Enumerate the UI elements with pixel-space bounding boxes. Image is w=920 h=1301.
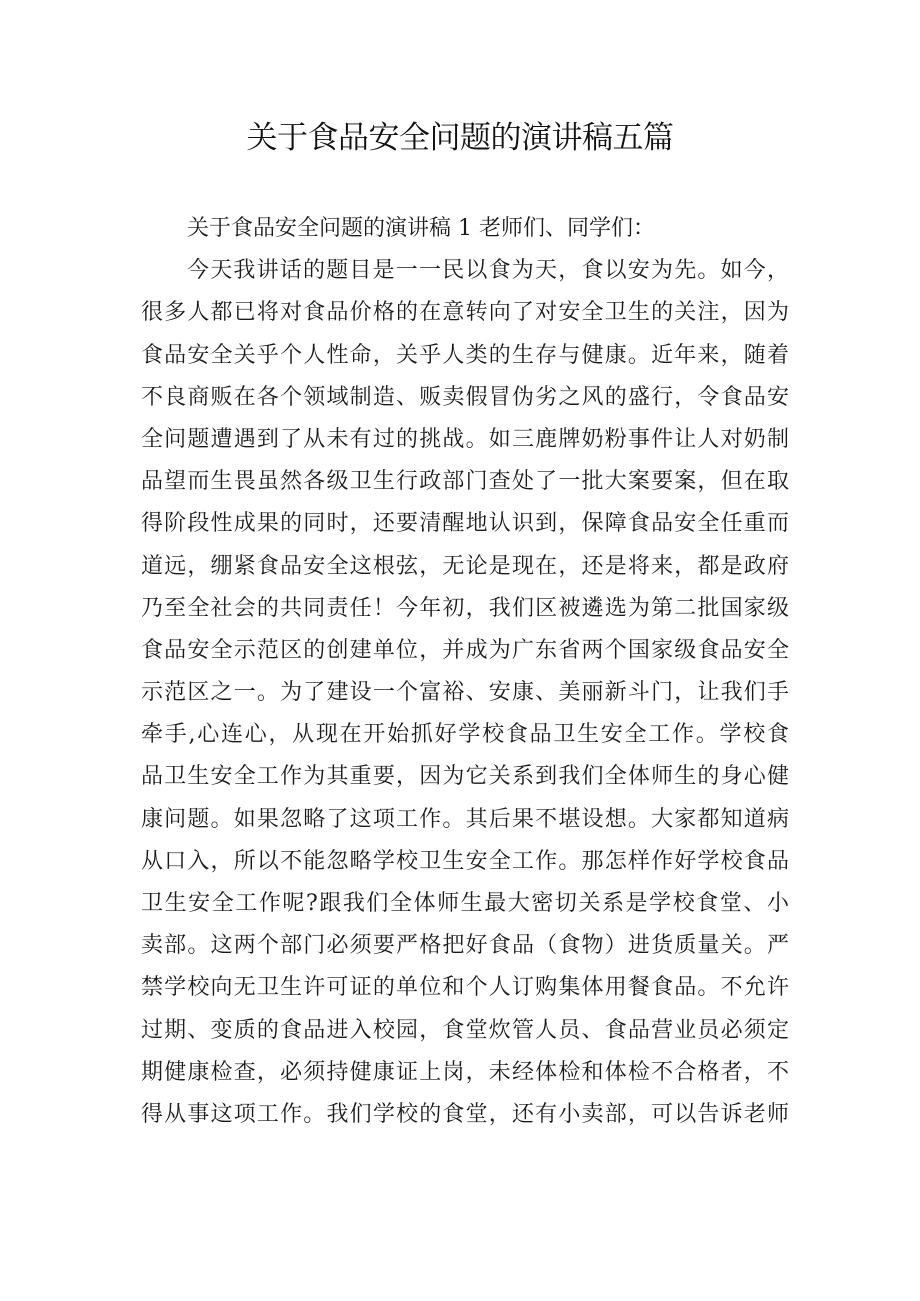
text-line: 道远，绷紧食品安全这根弦，无论是现在，还是将来，都是政府 [141, 553, 789, 579]
text-line: 期健康检查，必须持健康证上岗，未经体检和体检不合格者，不 [141, 1059, 789, 1085]
text-line: 食品安全示范区的创建单位，并成为广东省两个国家级食品安全 [141, 637, 789, 663]
text-line: 乃至全社会的共同责任！今年初，我们区被遴选为第二批国家级 [141, 595, 789, 621]
text-line: 不良商贩在各个领域制造、贩卖假冒伪劣之风的盛行，令食品安 [141, 384, 789, 410]
text-line: 食品安全关乎个人性命，关乎人类的生存与健康。近年来，随着 [141, 342, 789, 368]
text-line: 卫生安全工作呢?跟我们全体师生最大密切关系是学校食堂、小 [141, 891, 789, 916]
text-line: 从口入，所以不能忽略学校卫生安全工作。那怎样作好学校食品 [141, 848, 789, 874]
text-line: 品卫生安全工作为其重要，因为它关系到我们全体师生的身心健 [141, 764, 789, 790]
text-line: 得阶段性成果的同时，还要清醒地认识到，保障食品安全任重而 [141, 511, 789, 537]
text-line: 过期、变质的食品进入校园，食堂炊管人员、食品营业员必须定 [141, 1017, 789, 1043]
text-line: 示范区之一。为了建设一个富裕、安康、美丽新斗门，让我们手 [141, 680, 789, 706]
text-line: 全问题遭遇到了从未有过的挑战。如三鹿牌奶粉事件让人对奶制 [141, 426, 789, 452]
document-title: 关于食品安全问题的演讲稿五篇 [246, 120, 674, 156]
text-line: 卖部。这两个部门必须要严格把好食品（食物）进货质量关。严 [141, 933, 789, 959]
document-body [141, 208, 789, 1136]
text-line: 牵手,心连心，从现在开始抓好学校食品卫生安全工作。学校食 [141, 722, 789, 748]
text-line: 禁学校向无卫生许可证的单位和个人订购集体用餐食品。不允许 [141, 975, 789, 1001]
text-line: 很多人都已将对食品价格的在意转向了对安全卫生的关注，因为 [141, 300, 789, 326]
text-line: 品望而生畏虽然各级卫生行政部门查处了一批大案要案，但在取 [141, 469, 789, 495]
text-line: 今天我讲话的题目是一一民以食为天，食以安为先。如今， [187, 258, 789, 284]
text-line-greeting: 关于食品安全问题的演讲稿 1 老师们、同学们： [187, 216, 655, 241]
text-line: 康问题。如果忽略了这项工作。其后果不堪设想。大家都知道病 [141, 806, 789, 832]
text-line: 得从事这项工作。我们学校的食堂，还有小卖部，可以告诉老师 [141, 1101, 789, 1127]
